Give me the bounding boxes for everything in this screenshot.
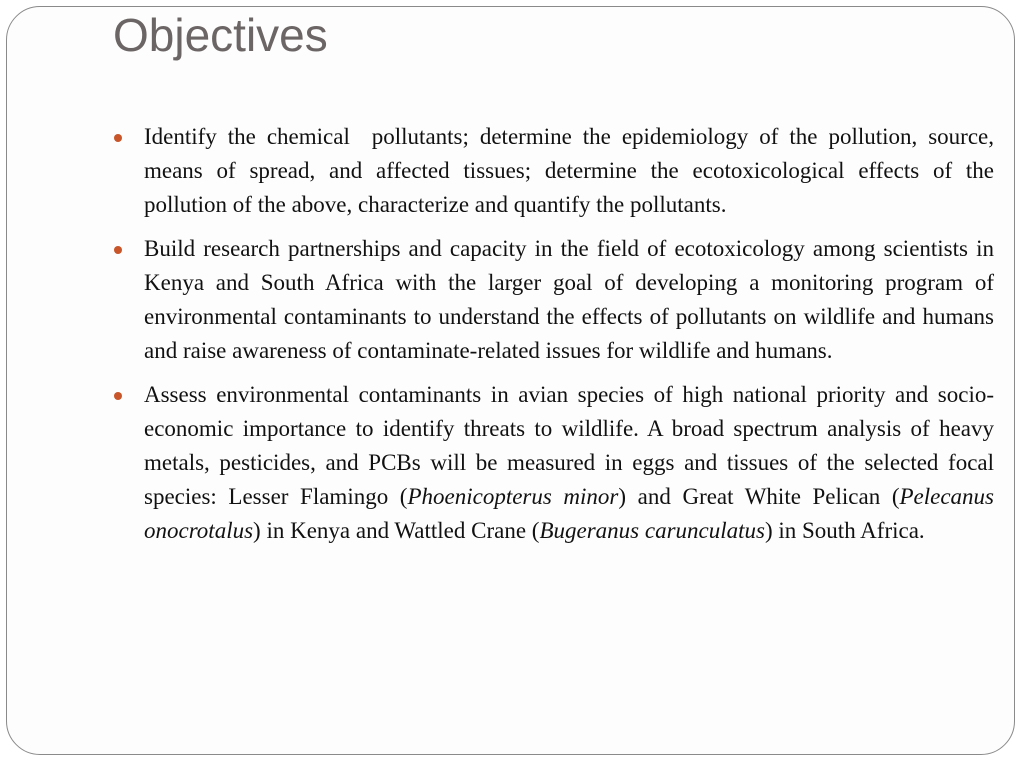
species-name-italic: Bugeranus carunculatus — [539, 518, 765, 543]
bullet-dot-icon — [114, 246, 122, 254]
bullet-text: Assess environmental contaminants in avian species of high national priority and socio-economic importance to identify threats to wildlife. A broad spectrum analysis of heavy metals, pesticides, and PCBs will be measured in eggs and tissues of the selected focal species: Lesser Flamingo (Phoenicopterus minor) and Great White Pelican (Pelecanus onocrotalus) in Kenya and Wattled Crane (Bugeranus carunculatus) in South Africa. — [144, 382, 994, 543]
bullet-text: Build research partnerships and capacity in the field of ecotoxicology among scientists in Kenya and South Africa with the larger goal of developing a monitoring program of environmental contaminants to understand the effects of pollutants on wildlife and humans and raise awareness of contaminate-related issues for wildlife and humans. — [144, 236, 994, 363]
species-name-italic: Phoenicopterus minor — [407, 484, 619, 509]
bullet-item — [114, 120, 994, 222]
bullet-text: Identify the chemical pollutants; determine the epidemiology of the pollution, source, means of spread, and affected tissues; determine the ecotoxicological effects of the pollution of the above, characterize and quantify the pollutants. — [144, 124, 994, 217]
bullet-dot-icon — [114, 392, 122, 400]
bullet-item — [114, 378, 994, 548]
bullet-list — [114, 120, 994, 558]
bullet-item — [114, 232, 994, 368]
bullet-dot-icon — [114, 134, 122, 142]
species-name-italic: Pelecanus onocrotalus — [144, 484, 994, 543]
slide-title: Objectives — [113, 9, 328, 61]
